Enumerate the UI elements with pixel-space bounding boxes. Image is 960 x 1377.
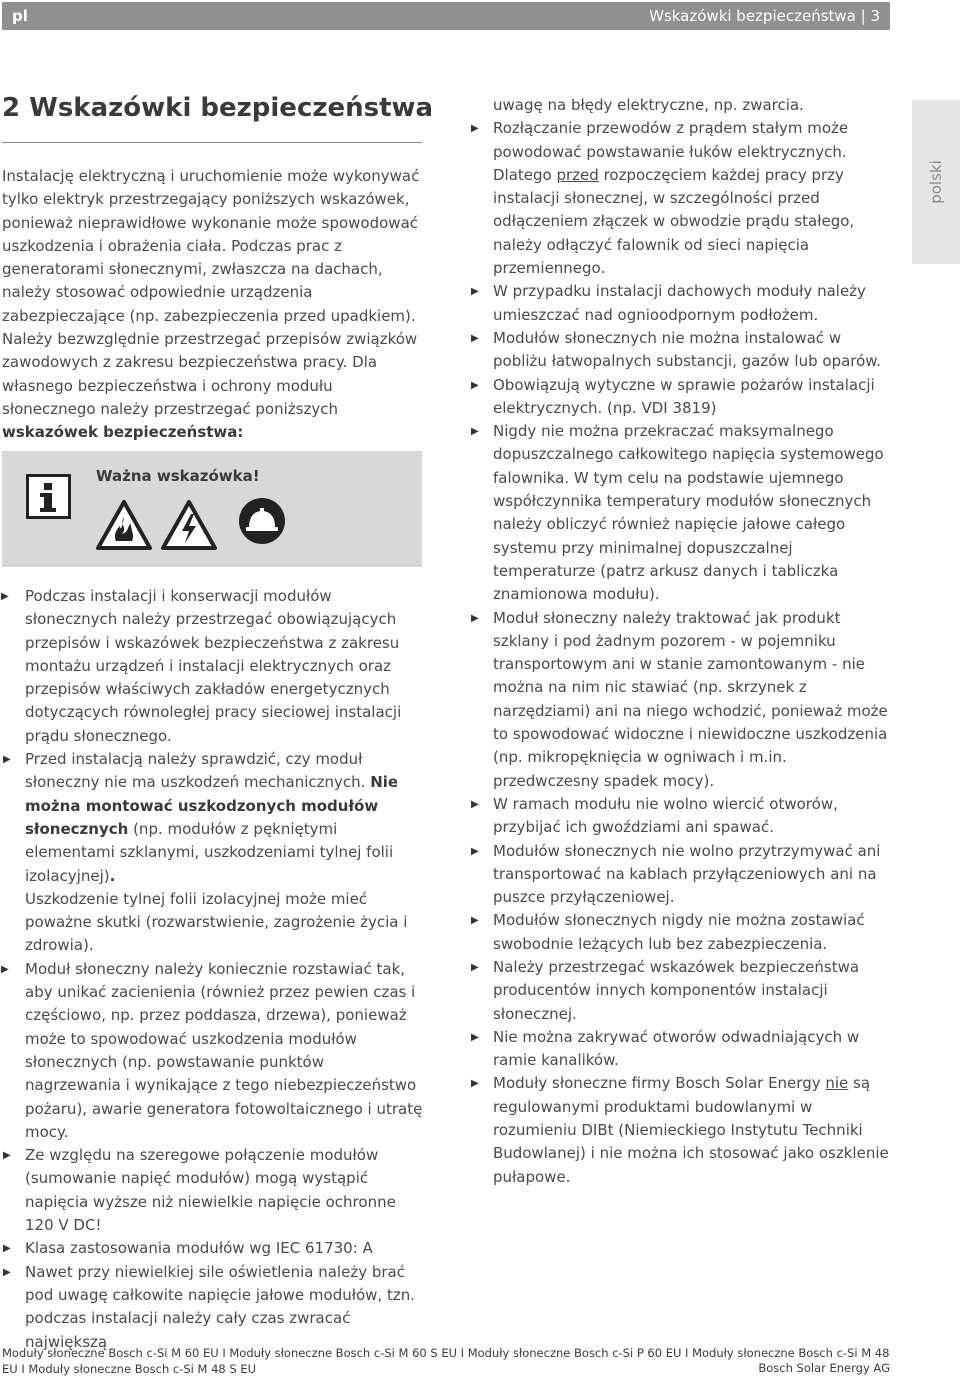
title-divider [2,142,422,143]
list-item: ▶ Modułów słonecznych nie można instalować w pobliżu łatwopalnych substancji, gazów lub oparów. [470,327,892,374]
fire-warning-icon [95,499,153,551]
side-tab-label: polski [927,160,945,204]
list-item: ▶ Klasa zastosowania modułów wg IEC 61730: A [2,1237,424,1260]
important-notice-box [2,451,422,567]
list-item: ▶ Przed instalacją należy sprawdzić, czy moduł słoneczny nie ma uszkodzeń mechanicznych. Nie można montować uszkodzonych modułów słonecznych (np. modułów z pękniętymi elementami szklanymi, uszkodzeniami tylnej folii izolacyjnej). [2,748,424,888]
helmet-icon [238,497,286,545]
page-header [2,2,890,30]
notice-title: Ważna wskazówka! [96,467,260,485]
list-item-continuation: Uszkodzenie tylnej folii izolacyjnej może mieć poważne skutki (rozwarstwienie, zagrożenie życia i zdrowia). [25,889,408,955]
list-item: ▶ Podczas instalacji i konserwacji modułów słonecznych należy przestrzegać obowiązujących przepisów i wskazówek bezpieczeństwa z zakresu montażu urządzeń i instalacji elektrycznych oraz przepisów właściwych zakładów energetycznych dotyczących równoległej pracy sieciowej instalacji prądu słonecznego. [2,585,424,748]
info-icon [26,474,71,519]
right-column [470,94,892,1189]
intro-text: Instalację elektryczną i uruchomienie może wykonywać tylko elektryk przestrzegający poniższych wskazówek, ponieważ nieprawidłowe wykonanie może spowodować uszkodzenia i obrażenia ciała. Podczas prac z generatorami słonecznymi, zwłaszcza na dachach, należy stosować odpowiednie urządzenia zabezpieczające (np. zabezpieczenia przed upadkiem). Należy bezwzględnie przestrzegać przepisów związków zawodowych z zakresu bezpieczeństwa pracy. Dla własnego bezpieczeństwa i ochrony modułu słonecznego należy przestrzegać poniższych [2,167,420,418]
footer-products: Moduły słoneczne Bosch c-Si M 60 EU I Moduły słoneczne Bosch c-Si M 60 S EU I Moduły słoneczne Bosch c-Si P 60 EU I Moduły słoneczne Bosch c-Si M 48 EU I Moduły słoneczne Bosch c-Si M 48 S EU [2,1346,890,1376]
list-item: ▶ Ze względu na szeregowe połączenie modułów (sumowanie napięć modułów) mogą wystąpić napięcia wyższe niż niewielkie napięcie ochronne 120 V DC! [2,1144,424,1237]
left-column [2,585,424,1354]
section-title: 2 Wskazówki bezpieczeństwa [2,93,434,123]
list-item-continuation: uwagę na błędy elektryczne, np. zwarcia. [493,96,804,114]
list-item: ▶ Moduł słoneczny należy koniecznie rozstawiać tak, aby unikać zacienienia (również przez pewien czas i częściowo, np. przez poddasza, drzewa), ponieważ może to spowodować uszkodzenia modułów słonecznych (np. powstawanie punktów nagrzewania i wynikające z tego niebezpieczeństwo pożaru), awarie generatora fotowoltaicznego i utratę mocy. [2,958,424,1144]
list-item: ▶ Należy przestrzegać wskazówek bezpieczeństwa producentów innych komponentów instalacji słonecznej. [470,956,892,1026]
list-item: ▶ Nawet przy niewielkiej sile oświetlenia należy brać pod uwagę całkowite napięcie jałowe modułów, tzn. podczas instalacji należy cały czas zwracać największą [2,1261,424,1354]
list-item: ▶ Nie można zakrywać otworów odwadniających w ramie kanalików. [470,1026,892,1073]
list-item: ▶ W ramach modułu nie wolno wiercić otworów, przybijać ich gwoździami ani spawać. [470,793,892,840]
list-item: ▶ Modułów słonecznych nigdy nie można zostawiać swobodnie leżących lub bez zabezpieczenia. [470,909,892,956]
list-item: ▶ Obowiązują wytyczne w sprawie pożarów instalacji elektrycznych. (np. VDI 3819) [470,374,892,421]
intro-bold: wskazówek bezpieczeństwa: [2,423,244,442]
list-item: ▶ Moduły słoneczne firmy Bosch Solar Energy nie są regulowanymi produktami budowlanymi w rozumieniu DIBt (Niemieckiego Instytutu Techniki Budowlanej) i nie można ich stosować jako oszklenie pułapowe. [470,1072,892,1188]
language-side-tab [912,100,960,264]
footer-company: Bosch Solar Energy AG [758,1361,890,1375]
list-item: ▶ Nigdy nie można przekraczać maksymalnego dopuszczalnego całkowitego napięcia systemowego falownika. W tym celu na podstawie ujemnego współczynnika temperatury modułów słonecznych należy obliczyć również napięcie jałowe całego systemu przy minimalnej dopuszczalnej temperaturze (patrz arkusz danych i tabliczka znamionowa modułu). [470,420,892,606]
list-item: ▶ Modułów słonecznych nie wolno przytrzymywać ani transportować na kablach przyłączeniowych ani na puszce przyłączeniowej. [470,840,892,910]
language-code: pl [12,7,28,25]
list-item: ▶ Moduł słoneczny należy traktować jak produkt szklany i pod żadnym pozorem - w pojemniku transportowym ani w stanie zamontowanym - nie można na nim nic stawiać (np. skrzynek z narzędziami) ani na niego wchodzić, ponieważ może to spowodować widoczne i niewidoczne uszkodzenia (np. mikropęknięcia w ogniwach i m.in. przedwczesny spadek mocy). [470,607,892,793]
intro-paragraph [2,165,422,445]
header-title: Wskazówki bezpieczeństwa | 3 [649,7,880,25]
list-item: ▶ W przypadku instalacji dachowych moduły należy umieszczać nad ognioodpornym podłożem. [470,280,892,327]
list-item: ▶ Rozłączanie przewodów z prądem stałym może powodować powstawanie łuków elektrycznych. Dlatego przed rozpoczęciem każdej pracy przy instalacji słonecznej, w szczególności przed odłączeniem złączek w obwodzie prądu stałego, należy odłączyć falownik od sieci napięcia przemiennego. [470,117,892,280]
electric-warning-icon [160,499,218,551]
